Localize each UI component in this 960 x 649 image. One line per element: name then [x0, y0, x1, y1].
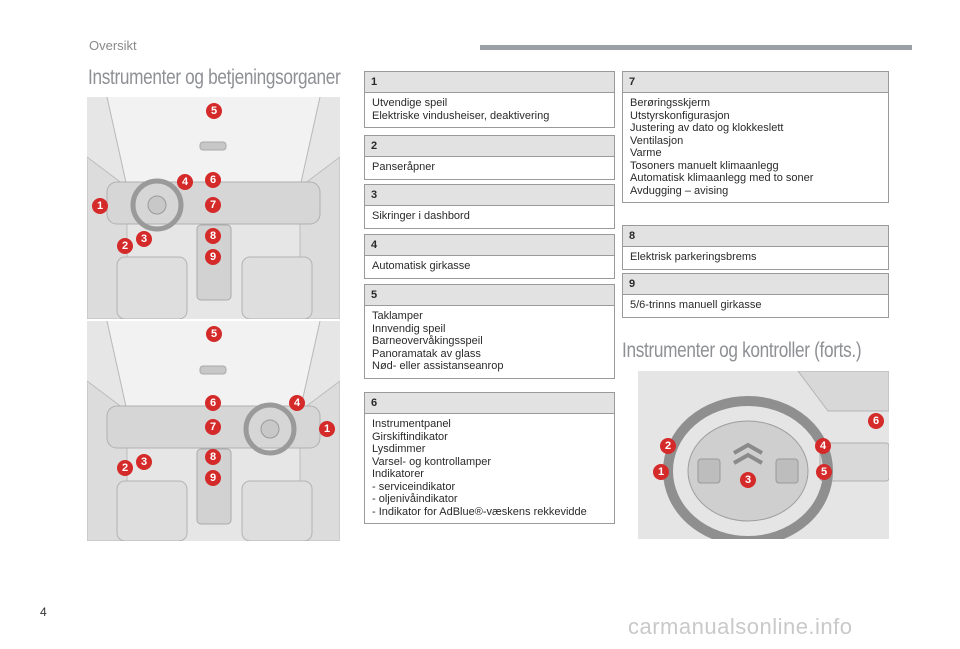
- item-line: - Indikator for AdBlue®-væskens rekkevidde: [372, 505, 587, 518]
- item-line: - oljenivåindikator: [372, 493, 458, 505]
- item-line: Varme: [630, 147, 662, 159]
- item-line: Instrumentpanel: [372, 418, 451, 430]
- callout-label: 4: [293, 397, 301, 409]
- header-bar: [480, 45, 912, 50]
- item-number: 2: [365, 136, 614, 157]
- item-number: 6: [365, 393, 614, 414]
- section-label: Oversikt: [89, 38, 137, 53]
- item-line: Elektriske vindusheiser, deaktivering: [372, 109, 550, 122]
- item-number: 9: [623, 274, 888, 295]
- callout-label: 5: [210, 105, 218, 117]
- item-line: Panoramatak av glass: [372, 347, 481, 360]
- callout-label: 1: [96, 200, 104, 212]
- page-title: Instrumenter og betjeningsorganer: [88, 66, 341, 89]
- callout-label: 6: [209, 397, 217, 409]
- section-title-continued: Instrumenter og kontroller (forts.): [622, 339, 862, 362]
- item-line: Taklamper: [372, 310, 423, 322]
- item-number: 3: [365, 185, 614, 206]
- item-line: Panseråpner: [372, 161, 435, 173]
- item-box-6: [364, 392, 615, 524]
- page-number: 4: [40, 605, 47, 619]
- callout-label: 3: [744, 474, 752, 486]
- callout-label: 6: [209, 174, 217, 186]
- item-number: 8: [623, 226, 888, 247]
- callout-label: 1: [657, 466, 665, 478]
- item-line: Automatisk girkasse: [372, 260, 471, 272]
- item-line: Sikringer i dashbord: [372, 210, 470, 222]
- item-line: - serviceindikator: [372, 480, 456, 493]
- callout-label: 3: [140, 456, 148, 468]
- item-line: Ventilasjon: [630, 134, 684, 147]
- item-line: Nød- eller assistanseanrop: [372, 360, 504, 372]
- item-box-8: [622, 225, 889, 270]
- callout-label: 2: [121, 240, 129, 252]
- cabin-illustration-lhd: [87, 97, 340, 319]
- callout-label: 2: [121, 462, 129, 474]
- item-line: Berøringsskjerm: [630, 97, 711, 109]
- callout-label: 4: [819, 440, 827, 452]
- item-box-7: [622, 71, 889, 203]
- callout-label: 8: [209, 451, 217, 463]
- item-line: Utstyrskonfigurasjon: [630, 109, 730, 122]
- item-box-9: [622, 273, 889, 318]
- item-line: Girskiftindikator: [372, 430, 448, 443]
- cabin-illustration-rhd: [87, 321, 340, 541]
- item-line: Automatisk klimaanlegg med to soner: [630, 172, 814, 184]
- item-line: Tosoners manuelt klimaanlegg: [630, 159, 779, 172]
- item-box-4: [364, 234, 615, 279]
- item-line: Barneovervåkingsspeil: [372, 335, 483, 347]
- callout-label: 3: [140, 233, 148, 245]
- item-line: Innvendig speil: [372, 322, 446, 335]
- watermark: carmanualsonline.info: [628, 614, 853, 639]
- callout-label: 1: [323, 423, 331, 435]
- item-line: Avdugging – avising: [630, 184, 729, 197]
- item-line: Justering av dato og klokkeslett: [630, 122, 784, 134]
- callout-label: 6: [872, 415, 880, 427]
- item-line: Varsel- og kontrollamper: [372, 455, 492, 468]
- item-box-3: [364, 184, 615, 229]
- callout-label: 7: [209, 421, 217, 433]
- item-number: 7: [623, 72, 888, 93]
- item-box-5: [364, 284, 615, 379]
- item-box-2: [364, 135, 615, 180]
- callout-label: 8: [209, 230, 217, 242]
- item-line: Elektrisk parkeringsbrems: [630, 251, 757, 263]
- callout-label: 4: [181, 176, 189, 188]
- item-number: 4: [365, 235, 614, 256]
- callout-label: 9: [209, 472, 217, 484]
- item-number: 1: [365, 72, 614, 93]
- callout-label: 9: [209, 251, 217, 263]
- item-line: 5/6-trinns manuell girkasse: [630, 299, 762, 311]
- callout-label: 7: [209, 199, 217, 211]
- callout-label: 5: [820, 466, 828, 478]
- steering-wheel-illustration: [638, 371, 889, 539]
- item-box-1: [364, 71, 615, 128]
- callout-label: 5: [210, 328, 218, 340]
- item-line: Indikatorer: [372, 468, 424, 480]
- callout-label: 2: [664, 440, 672, 452]
- item-line: Utvendige speil: [372, 97, 448, 109]
- item-line: Lysdimmer: [372, 443, 426, 455]
- item-number: 5: [365, 285, 614, 306]
